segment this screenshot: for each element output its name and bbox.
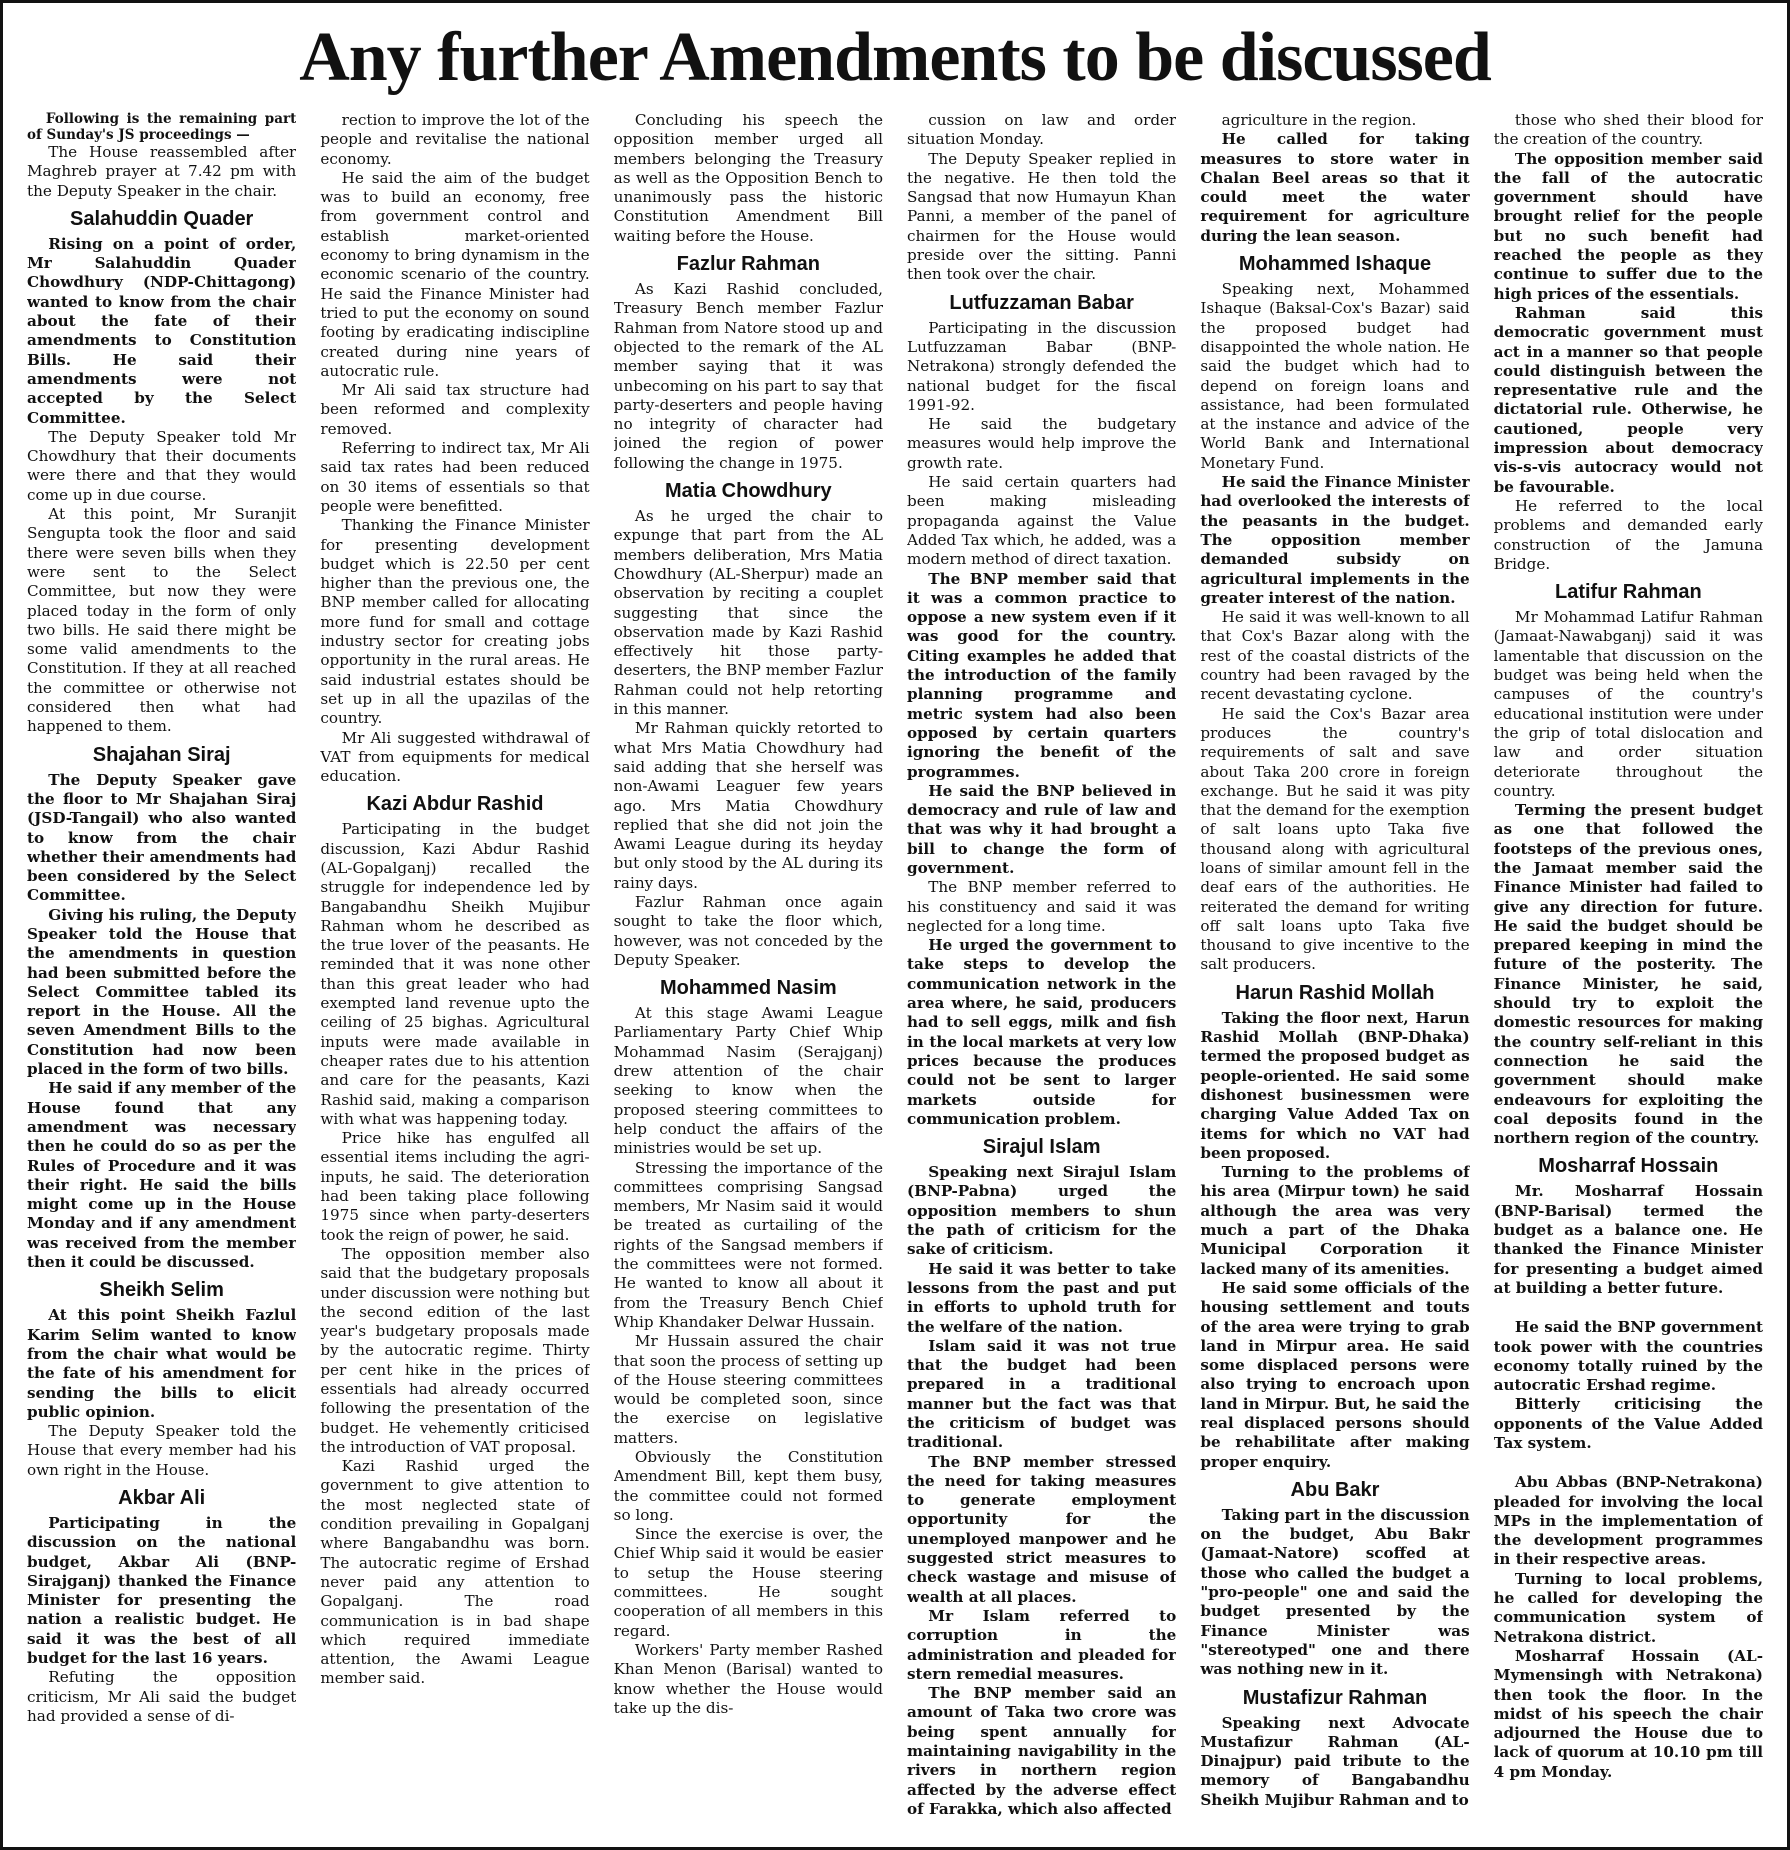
speaker-heading: Mohammed Nasim bbox=[659, 977, 837, 1000]
column-4 bbox=[907, 111, 1176, 1841]
speaker-heading: Matia Chowdhury bbox=[664, 480, 832, 503]
article-paragraph: The BNP member stressed the need for taking measures to generate employment opportunity for the unemployed manpower and he suggested strict measures to check wastage and misuse of wealth at all places. bbox=[907, 1452, 1177, 1606]
speaker-heading: Salahuddin Quader bbox=[69, 207, 254, 230]
speaker-heading: Mosharraf Hossain bbox=[1538, 1155, 1719, 1178]
article-paragraph: The Deputy Speaker told Mr Chowdhury that their documents were there and that they would come up in due course. bbox=[27, 427, 297, 504]
column-3 bbox=[614, 111, 883, 1841]
speaker-heading: Mohammed Ishaque bbox=[1238, 253, 1432, 276]
speaker-heading: Kazi Abdur Rashid bbox=[366, 793, 544, 816]
article-paragraph: Participating in the budget discussion, Kazi Abdur Rashid (AL-Gopalganj) recalled the struggle for independence led by Bangabandhu Sheikh Mujibur Rahman whom he described as the true lover of the peasants. He reminded that it was none other than this great leader who had exempted land revenue upto the ceiling of 25 bighas. Agricultural inputs were made available in cheaper rates due to his attention and care for the peasants, Kazi Rashid said, making a comparison with what was happening today. bbox=[320, 820, 590, 1128]
intro-note: Following is the remaining part of Sunday's JS proceedings — bbox=[27, 111, 297, 143]
article-paragraph: Mr Ali suggested withdrawal of VAT from equipments for medical education. bbox=[320, 728, 590, 786]
speaker-heading: Harun Rashid Mollah bbox=[1235, 981, 1435, 1004]
article-paragraph: The Deputy Speaker replied in the negative. He then told the Sangsad that now Humayun Khan Panni, a member of the panel of chairmen for the House would preside over the sitting. Panni then took over the chair. bbox=[907, 149, 1177, 284]
article-paragraph: Mr Rahman quickly retorted to what Mrs Matia Chowdhury had said adding that she herself was non-Awami Leaguer few years ago. Mrs Matia Chowdhury replied that she did not join the Awami League during its heyday but only stood by the AL during its rainy days. bbox=[613, 719, 883, 892]
article-paragraph: Kazi Rashid urged the government to give attention to the most neglected state of condition prevailing in Gopalganj where Bangabandhu was born. The autocratic regime of Ershad never paid any attention to Gopalganj. The road communication is in bad shape which required immediate attention, the Awami League member said. bbox=[320, 1457, 590, 1688]
speaker-heading: Shajahan Siraj bbox=[92, 743, 231, 766]
article-paragraph: Price hike has engulfed all essential items including the agri-inputs, he said. The deterioration had been taking place following 1975 since when party-deserters took the reign of power, he said. bbox=[320, 1129, 590, 1244]
article-paragraph: At this point Sheikh Fazlul Karim Selim wanted to know from the chair what would be the fate of his amendment for sending the bills to elicit public opinion. bbox=[27, 1306, 297, 1421]
article-paragraph: Participating in the discussion on the national budget, Akbar Ali (BNP-Sirajganj) thanked the Finance Minister for presenting the nation a realistic budget. He said it was the best of all budget for the last 16 years. bbox=[27, 1514, 297, 1668]
article-paragraph: Rising on a point of order, Mr Salahuddin Quader Chowdhury (NDP-Chittagong) wanted to know from the chair about the fate of their amendments to Constitution Bills. He said their amendments were not accepted by the Select Committee. bbox=[27, 234, 297, 427]
article-paragraph: He called for taking measures to store water in Chalan Beel areas so that it could meet the water requirement for agriculture during the lean season. bbox=[1200, 130, 1470, 245]
article-paragraph: agriculture in the region. bbox=[1221, 111, 1417, 129]
article-paragraph: Speaking next, Mohammed Ishaque (Baksal-Cox's Bazar) said the proposed budget had disappointed the whole nation. He said the budget which had to depend on foreign loans and assistance, had been formulated at the instance and advice of the World Bank and International Monetary Fund. bbox=[1200, 280, 1470, 472]
speaker-heading: Sheikh Selim bbox=[99, 1279, 224, 1302]
article-paragraph: As he urged the chair to expunge that part from the AL members deliberation, Mrs Matia Chowdhury (AL-Sherpur) made an observation by reciting a couplet suggesting that since the observation made by Kazi Rashid effectively hit those party-deserters, the BNP member Fazlur Rahman could not help retorting in this manner. bbox=[613, 507, 883, 719]
article-paragraph: Turning to the problems of his area (Mirpur town) he said although the area was very much a part of the Dhaka Municipal Corporation it lacked many of its amenities. bbox=[1200, 1163, 1470, 1278]
article-paragraph: Stressing the importance of the committees comprising Sangsad members, Mr Nasim said it would be treated as curtailing of the rights of the Sangsad members if the committees were not formed. He wanted to know all about it from the Treasury Bench Chief Whip Khandaker Delwar Hussain. bbox=[613, 1158, 883, 1331]
article-paragraph: The BNP member referred to his constituency and said it was neglected for a long time. bbox=[907, 878, 1177, 935]
article-paragraph: Speaking next Sirajul Islam (BNP-Pabna) urged the opposition members to shun the path of criticism for the sake of criticism. bbox=[907, 1163, 1177, 1259]
article-paragraph: Fazlur Rahman once again sought to take the floor which, however, was not conceded by the Deputy Speaker. bbox=[613, 892, 883, 969]
article-paragraph: He urged the government to take steps to develop the communication network in the area where, he said, producers had to sell eggs, milk and fish in the local markets at very low prices because the produces could not be sent to larger markets outside for communication problem. bbox=[907, 936, 1177, 1128]
article-paragraph: Giving his ruling, the Deputy Speaker told the House that the amendments in question had been submitted before the Select Committee tabled its report in the House. All the seven Amendment Bills to the Constitution had now been placed in the form of two bills. bbox=[27, 905, 297, 1079]
article-paragraph: He said the Cox's Bazar area produces the country's requirements of salt and save about Taka 200 crore in foreign exchange. But he said it was pity that the demand for the exemption of salt loans upto Taka five thousand along with agricultural loans of similar amount fell in the deaf ears of the authorities. He reiterated the demand for writing off salt loans upto Taka five thousand to give incentive to the salt producers. bbox=[1200, 704, 1470, 974]
speaker-heading: Sirajul Islam bbox=[982, 1136, 1101, 1159]
article-paragraph: Referring to indirect tax, Mr Ali said tax rates had been reduced on 30 items of essentials so that people were benefitted. bbox=[320, 439, 590, 515]
article-paragraph: The Deputy Speaker gave the floor to Mr Shajahan Siraj (JSD-Tangail) who also wanted to know from the chair whether their amendments had been considered by the Select Committee. bbox=[27, 770, 297, 905]
article-paragraph: Mr Mohammad Latifur Rahman (Jamaat-Nawabganj) said it was lamentable that discussion on the budget was being held when the campuses of the country's educational institution were under the grip of total dislocation and law and order situation deteriorate throughout the country. bbox=[1493, 608, 1763, 800]
article-paragraph: cussion on law and order situation Monday. bbox=[907, 111, 1177, 149]
speaker-heading: Mustafizur Rahman bbox=[1242, 1686, 1428, 1709]
article-paragraph: The opposition member also said that the budgetary proposals under discussion were nothing but the second edition of the last year's budgetary proposals made by the autocratic regime. Thirty per cent hike in the prices of essentials had already occurred following the presentation of the budget. He vehemently criticised the introduction of VAT proposal. bbox=[320, 1244, 590, 1456]
article-paragraph: Participating in the discussion Lutfuzzaman Babar (BNP-Netrakona) strongly defended the national budget for the fiscal 1991-92. bbox=[907, 318, 1177, 414]
article-paragraph: Speaking next Advocate Mustafizur Rahman (AL-Dinajpur) paid tribute to the memory of Bangabandhu Sheikh Mujibur Rahman and to bbox=[1200, 1713, 1470, 1809]
article-paragraph: Thanking the Finance Minister for presenting development budget which is 22.50 per cent higher than the previous one, the BNP member called for allocating more fund for small and cottage industry sector for creating jobs opportunity in the rural areas. He said industrial estates should be set up in all the upazilas of the country. bbox=[320, 516, 590, 728]
headline: Any further Amendments to be discussed bbox=[299, 19, 1491, 96]
speaker-heading: Latifur Rahman bbox=[1554, 581, 1702, 604]
article-paragraph: As Kazi Rashid concluded, Treasury Bench member Fazlur Rahman from Natore stood up and objected to the remark of the AL member saying that it was unbecoming on his part to say that party-deserters and people having no integrity of character had joined the region of power following the change in 1975. bbox=[613, 280, 883, 472]
article-paragraph: The opposition member said the fall of the autocratic government should have brought relief for the people but no such benefit had reached the people as they continue to suffer due to the high prices of the essentials. bbox=[1493, 149, 1763, 303]
article-paragraph: Obviously the Constitution Amendment Bill, kept them busy, the committee could not formed so long. bbox=[613, 1448, 883, 1524]
article-paragraph: The Deputy Speaker told the House that every member had his own right in the House. bbox=[27, 1422, 297, 1479]
article-paragraph: Mr. Mosharraf Hossain (BNP-Barisal) termed the budget as a balance one. He thanked the Finance Minister for presenting a budget aimed at building a better future. bbox=[1493, 1182, 1763, 1297]
column-5 bbox=[1200, 111, 1469, 1841]
article-paragraph: The House reassembled after Maghreb prayer at 7.42 pm with the Deputy Speaker in the chair. bbox=[27, 143, 297, 200]
column-1 bbox=[27, 111, 296, 1841]
article-paragraph: Mosharraf Hossain (AL-Mymensingh with Netrakona) then took the floor. In the midst of his speech the chair adjourned the House due to lack of quorum at 10.10 pm till 4 pm Monday. bbox=[1493, 1646, 1763, 1781]
article-paragraph: He said it was well-known to all that Cox's Bazar along with the rest of the coastal districts of the country had been ravaged by the recent devastating cyclone. bbox=[1200, 608, 1470, 704]
article-columns bbox=[27, 111, 1763, 1841]
article-paragraph: those who shed their blood for the creation of the country. bbox=[1493, 111, 1763, 149]
article-paragraph: He said certain quarters had been making misleading propaganda against the Value Added Tax which, he added, was a modern method of direct taxation. bbox=[907, 473, 1177, 569]
article-paragraph: Concluding his speech the opposition member urged all members belonging the Treasury as well as the Opposition Bench to unanimously pass the historic Constitution Amendment Bill waiting before the House. bbox=[613, 111, 883, 245]
article-paragraph: Islam said it was not true that the budget had been prepared in a traditional manner but the fact was that the criticism of budget was traditional. bbox=[907, 1336, 1177, 1452]
article-paragraph: Taking the floor next, Harun Rashid Mollah (BNP-Dhaka) termed the proposed budget as people-oriented. He said some dishonest businessmen were charging Value Added Tax on items for which no VAT had been proposed. bbox=[1200, 1008, 1470, 1162]
article-paragraph: Mr Hussain assured the chair that soon the process of setting up of the House steering committees would be completed soon, since the exercise on legislative matters. bbox=[613, 1332, 883, 1447]
speaker-heading: Abu Bakr bbox=[1290, 1478, 1380, 1501]
article-paragraph: Mr Ali said tax structure had been reformed and complexity removed. bbox=[320, 381, 590, 438]
speaker-heading: Lutfuzzaman Babar bbox=[949, 291, 1134, 314]
article-paragraph: Workers' Party member Rashed Khan Menon (Barisal) wanted to know whether the House would take up the dis- bbox=[613, 1640, 883, 1717]
column-gap bbox=[1494, 1298, 1763, 1318]
article-paragraph: The BNP member said an amount of Taka two crore was being spent annually for maintaining navigability in the rivers in northern region affected by the adverse effect of Farakka, which also affected bbox=[907, 1684, 1177, 1818]
article-paragraph: He referred to the local problems and demanded early construction of the Jamuna Bridge. bbox=[1493, 496, 1763, 573]
article-paragraph: Since the exercise is over, the Chief Whip said it would be easier to setup the House steering committees. He sought cooperation of all members in this regard. bbox=[613, 1525, 883, 1640]
article-paragraph: He said the budgetary measures would help improve the growth rate. bbox=[907, 415, 1177, 472]
article-paragraph: He said the BNP government took power with the countries economy totally ruined by the autocratic Ershad regime. bbox=[1493, 1318, 1763, 1395]
column-6 bbox=[1494, 111, 1763, 1841]
article-paragraph: At this point, Mr Suranjit Sengupta took the floor and said there were seven bills when they were sent to the Select Committee, but now they were placed today in the form of only two bills. He said there might be some valid amendments to the Constitution. If they at all reached the committee or otherwise not considered then what had happened to them. bbox=[27, 505, 297, 736]
column-gap bbox=[1494, 1453, 1763, 1473]
article-paragraph: He said the aim of the budget was to build an economy, free from government control and establish market-oriented economy to bring dynamism in the economic scenario of the country. He said the Finance Minister had tried to put the economy on sound footing by eradicating indiscipline created during nine years of autocratic rule. bbox=[320, 168, 590, 380]
article-paragraph: Mr Islam referred to corruption in the administration and pleaded for stern remedial measures. bbox=[907, 1606, 1177, 1683]
article-paragraph: He said it was better to take lessons from the past and put in efforts to uphold truth for the welfare of the nation. bbox=[907, 1259, 1177, 1336]
article-paragraph: He said the BNP believed in democracy and rule of law and that was why it had brought a bill to change the form of government. bbox=[907, 781, 1177, 877]
article-paragraph: At this stage Awami League Parliamentary Party Chief Whip Mohammad Nasim (Serajganj) drew attention of the chair seeking to know when the proposed steering committees to help conduct the affairs of the ministries would be set up. bbox=[613, 1004, 883, 1158]
article-paragraph: He said some officials of the housing settlement and touts of the area were trying to grab land in Mirpur area. He said some displaced persons were also trying to encroach upon land in Mirpur. But, he said the real displaced persons should be rehabilitate after making proper enquiry. bbox=[1200, 1278, 1470, 1471]
article-paragraph: He said if any member of the House found that any amendment was necessary then he could do so as per the Rules of Procedure and it was their right. He said the bills might come up in the House Monday and if any amendment was received from the member then it could be discussed. bbox=[27, 1079, 297, 1272]
article-paragraph: Abu Abbas (BNP-Netrakona) pleaded for involving the local MPs in the implementation of the development programmes in their respective areas. bbox=[1493, 1473, 1763, 1569]
speaker-heading: Akbar Ali bbox=[118, 1487, 206, 1509]
article-paragraph: He said the Finance Minister had overlooked the interests of the peasants in the budget. The opposition member demanded subsidy on agricultural implements in the greater interest of the nation. bbox=[1200, 473, 1470, 607]
article-paragraph: Refuting the opposition criticism, Mr Ali said the budget had provided a sense of di- bbox=[27, 1668, 297, 1725]
article-paragraph: Terming the present budget as one that followed the footsteps of the previous ones, the Jamaat member said the Finance Minister had failed to give any direction for future. He said the budget should be prepared keeping in mind the future of the posterity. The Finance Minister, he said, should try to exploit the domestic resources for making the country self-reliant in this connection he said the government should make endeavours for exploiting the coal deposits found in the northern region of the country. bbox=[1493, 801, 1763, 1148]
speaker-heading: Fazlur Rahman bbox=[676, 253, 820, 276]
article-paragraph: The BNP member said that it was a common practice to oppose a new system even if it was good for the country. Citing examples he added that the introduction of the family planning programme and metric system had also been opposed by certain quarters ignoring the benefit of the programmes. bbox=[907, 569, 1177, 781]
article-paragraph: Bitterly criticising the opponents of the Value Added Tax system. bbox=[1493, 1395, 1763, 1452]
article-paragraph: Turning to local problems, he called for developing the communication system of Netrakona district. bbox=[1493, 1569, 1763, 1646]
article-paragraph: rection to improve the lot of the people and revitalise the national economy. bbox=[320, 111, 590, 168]
column-2 bbox=[320, 111, 589, 1841]
article-paragraph: Rahman said this democratic government must act in a manner so that people could distinguish between the representative rule and the dictatorial rule. Otherwise, he cautioned, people very impression about democracy vis-s-vis autocracy would not be favourable. bbox=[1493, 303, 1763, 496]
article-paragraph: Taking part in the discussion on the budget, Abu Bakr (Jamaat-Natore) scoffed at those who called the budget a "pro-people" one and said the budget presented by the Finance Minister was "stereotyped" one and there was nothing new in it. bbox=[1200, 1505, 1470, 1679]
